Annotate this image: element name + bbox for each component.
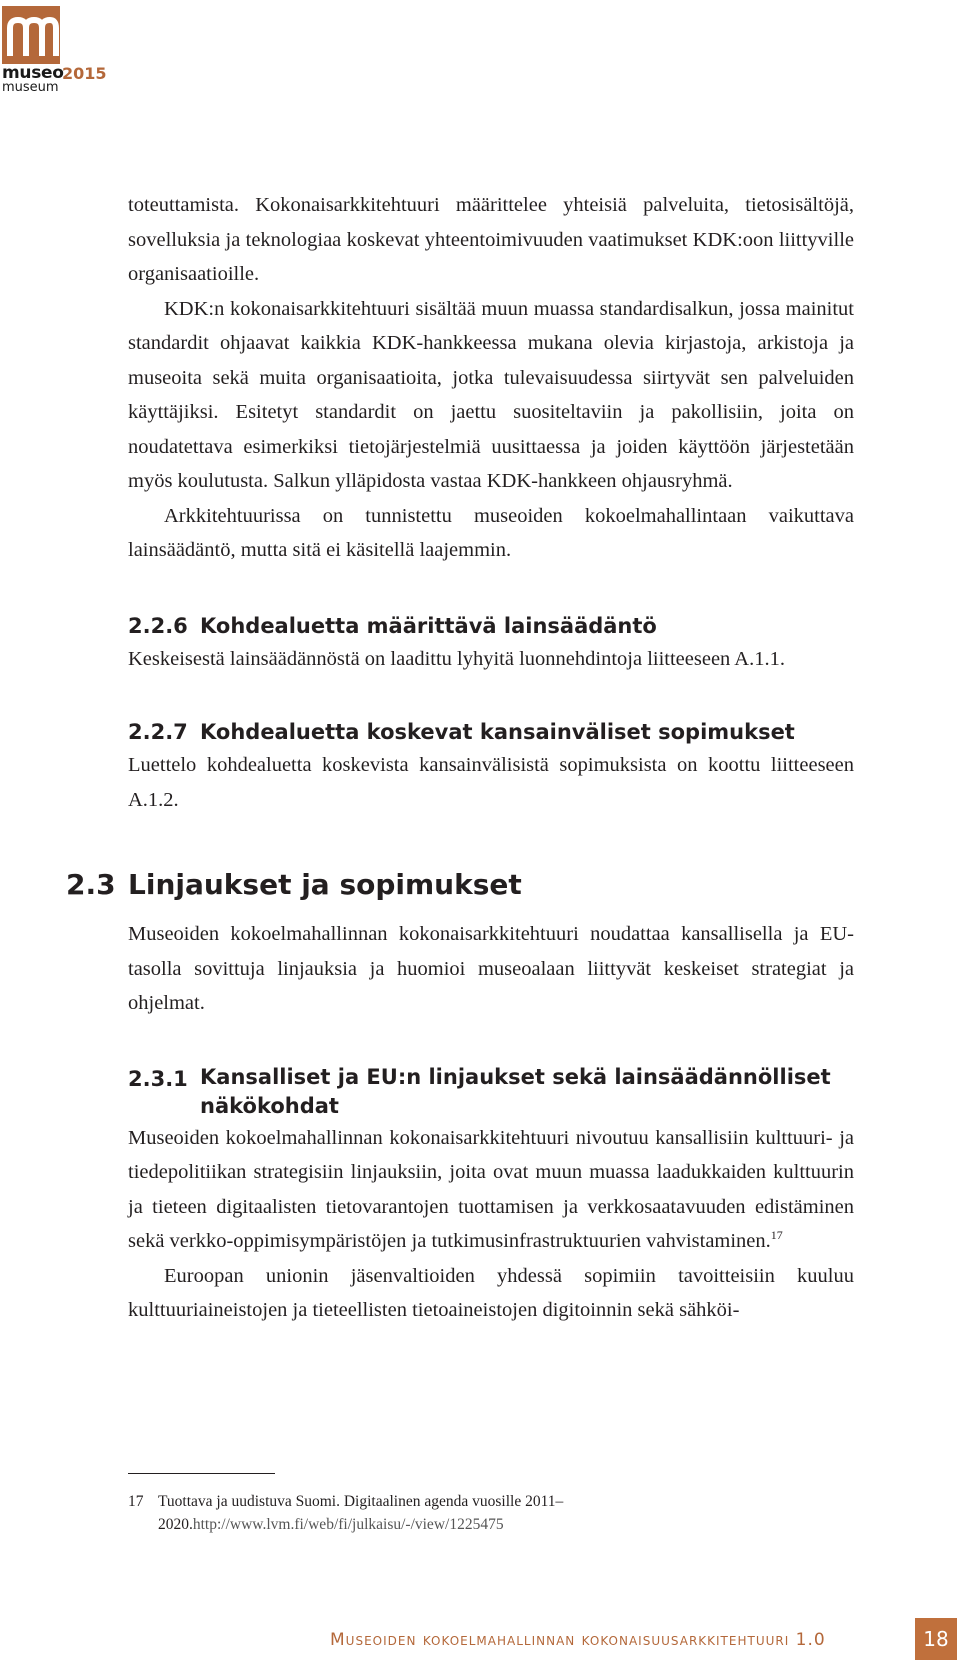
section-2-3-heading xyxy=(66,865,792,905)
paragraph-1: toteuttamista. Kokonaisarkkitehtuuri määrittelee yhteisiä palveluita, tietosisältöjä, sovelluksia ja teknologiaa koskevat yhteentoimivuuden vaatimukset KDK:oon liittyville organisaatioille. xyxy=(128,194,854,285)
section-2-2-7-heading xyxy=(128,716,854,748)
footnote-divider xyxy=(128,1473,275,1474)
logo-year: 2015 xyxy=(62,64,107,83)
section-2-3-1-text-2: Euroopan unionin jäsenvaltioiden yhdessä sopimiin tavoitteisiin kuuluu kulttuuriaineistojen ja tieteellisten tietoaineistojen digitoinnin sekä sähköi- xyxy=(128,1264,854,1321)
page-body xyxy=(66,188,854,1328)
section-2-3-1-text-1 xyxy=(128,1121,854,1259)
section-2-3-1-text-1-body: Museoiden kokoelmahallinnan kokonaisarkkitehtuuri nivoutuu kansallisiin kulttuuri- ja tiedepolitiikan strategisiin linjauksiin, joita ovat muun muassa laadukkaiden kulttuurin ja tieteen digitaalisten tietovarantojen tuottamisen ja verkkosaatavuuden edistäminen sekä verkko-oppimisympäristöjen ja tutkimusinfrastruktuurien vahvistaminen. xyxy=(128,1126,854,1252)
page-number: 18 xyxy=(915,1618,957,1660)
section-number: 2.2.6 xyxy=(128,613,188,638)
footer-document-title: Museoiden kokoelmahallinnan kokonaisuusarkkitehtuuri 1.0 xyxy=(330,1630,826,1650)
footnote-number: 17 xyxy=(128,1493,144,1510)
section-2-2-6-text: Keskeisestä lainsäädännöstä on laadittu lyhyitä luonnehdintoja liitteeseen A.1.1. xyxy=(128,647,785,670)
section-number: 2.2.7 xyxy=(128,720,188,744)
section-title: Linjaukset ja sopimukset xyxy=(128,868,522,901)
footnote-17 xyxy=(128,1490,854,1536)
logo-subword: museum xyxy=(2,80,59,95)
paragraph-3: Arkkitehtuurissa on tunnistettu museoiden kokoelmahallintaan vaikuttava lainsäädäntö, mutta sitä ei käsitellä laajemmin. xyxy=(128,504,854,561)
footnote-link[interactable]: http://www.lvm.fi/web/fi/julkaisu/-/view/1225475 xyxy=(192,1516,504,1533)
section-2-3-text: Museoiden kokoelmahallinnan kokonaisarkkitehtuuri noudattaa kansallisella ja EU-tasolla sovittuja linjauksia ja huomioi museoalaan liittyvät keskeiset strategiat ja ohjelmat. xyxy=(128,923,854,1014)
logo-word: museo xyxy=(2,63,64,83)
footnote-text: Tuottava ja uudistuva Suomi. Digitaalinen agenda vuosille 2011–2020. xyxy=(158,1493,564,1533)
museo-2015-logo xyxy=(0,4,112,94)
m-logo-icon xyxy=(2,6,60,64)
section-2-2-6-heading xyxy=(128,610,854,642)
section-number: 2.3.1 xyxy=(128,1066,188,1091)
section-title: Kansalliset ja EU:n linjaukset sekä lainsäädännölliset näkökohdat xyxy=(200,1064,831,1118)
paragraph-2: KDK:n kokonaisarkkitehtuuri sisältää muun muassa standardisalkun, jossa mainitut standardit ohjaavat kaikkia KDK-hankkeessa mukana olevia kirjastoja, arkistoja ja museoita sekä muita organisaatioita, jotka tulevaisuudessa siirtyvät sen palveluiden käyttäjiksi. Esitetyt standardit on jaettu suositeltaviin ja pakollisiin, joita on noudatettava esimerkiksi tietojärjestelmiä uusittaessa ja joiden käyttöön järjestetään myös koulutusta. Salkun ylläpidosta vastaa KDK-hankkeen ohjausryhmä. xyxy=(128,297,854,492)
footnote-content xyxy=(158,1490,854,1536)
footnote-ref-17[interactable]: 17 xyxy=(770,1228,783,1243)
section-title: Kohdealuetta koskevat kansainväliset sopimukset xyxy=(200,720,795,744)
section-2-2-7-text: Luettelo kohdealuetta koskevista kansainvälisistä sopimuksista on koottu liitteeseen A.1.2. xyxy=(128,754,854,811)
section-title: Kohdealuetta määrittävä lainsäädäntö xyxy=(200,613,657,638)
section-number: 2.3 xyxy=(66,868,116,901)
section-2-3-1-heading xyxy=(128,1063,854,1121)
